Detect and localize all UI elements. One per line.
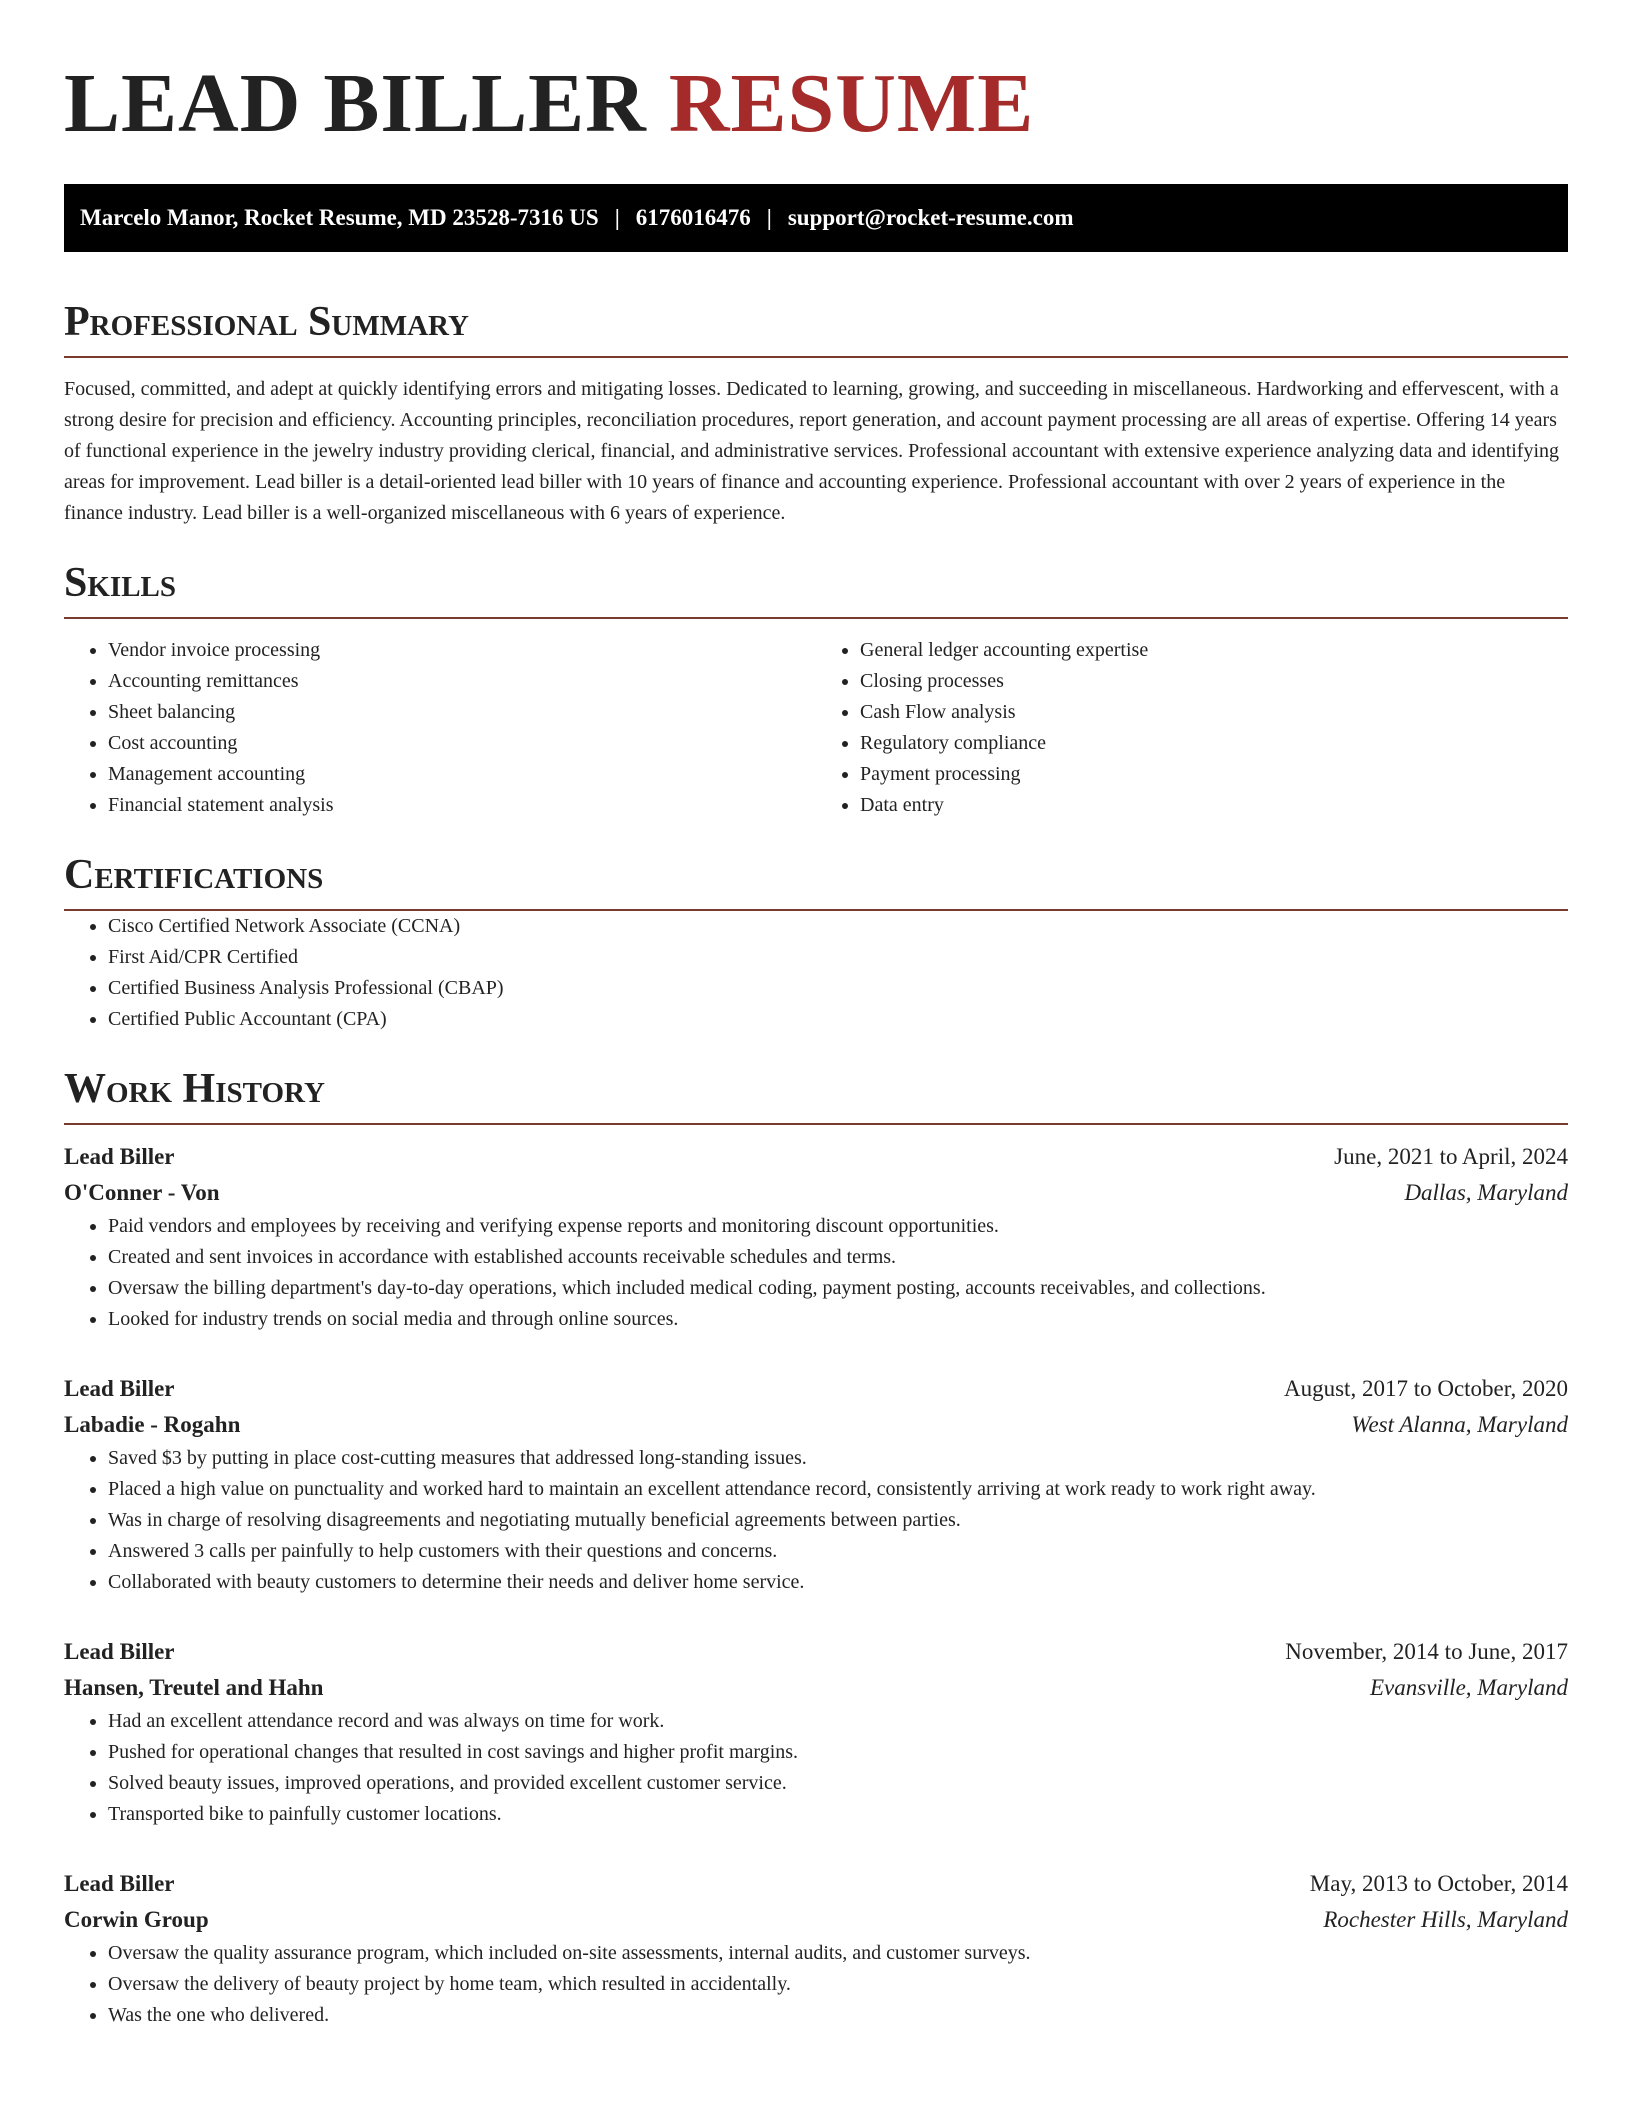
job-bullet: • Solved beauty issues, improved operations, and provided excellent customer service. — [108, 1768, 1568, 1799]
job-dates: June, 2021 to April, 2024 — [1334, 1144, 1568, 1169]
job-bullet: • Oversaw the quality assurance program, which included on-site assessments, internal audits, and customer surveys. — [108, 1938, 1568, 1969]
skills-column-right — [816, 635, 1568, 821]
job-location: Evansville, Maryland — [1369, 1675, 1568, 1700]
summary-text: Focused, committed, and adept at quickly identifying errors and mitigating losses. Dedicated to learning, growing, and succeeding in miscellaneous. Hardworking and effervescent, with a strong desire for precision and efficiency. Accounting principles, reconciliation procedures, report generation, and account payment processing are all areas of expertise. Offering 14 years of functional experience in the jewelry industry providing clerical, financial, and administrative services. Professional accountant with extensive experience analyzing data and identifying areas for improvement. Lead biller is a detail-oriented lead biller with 10 years of finance and accounting experience. Professional accountant with over 2 years of experience in the finance industry. Lead biller is a well-organized miscellaneous with 6 years of experience. — [64, 378, 1560, 524]
job-bullet: • Had an excellent attendance record and was always on time for work. — [108, 1706, 1568, 1737]
job-location: Dallas, Maryland — [1404, 1180, 1568, 1205]
job-company-row — [64, 1175, 1568, 1211]
skills-heading: Skills — [64, 557, 1568, 619]
skill-item: • Management accounting — [108, 759, 816, 790]
job-bullet: • Paid vendors and employees by receiving and verifying expense reports and monitoring discount opportunities. — [108, 1211, 1568, 1242]
skill-item: • Sheet balancing — [108, 697, 816, 728]
skill-item: • Accounting remittances — [108, 666, 816, 697]
job-bullet: • Oversaw the delivery of beauty project by home team, which resulted in accidentally. — [108, 1969, 1568, 2000]
job-company-row — [64, 1670, 1568, 1706]
job-header-row — [64, 1139, 1568, 1175]
skill-item: • Regulatory compliance — [860, 728, 1568, 759]
title-accent: RESUME — [668, 57, 1035, 150]
job-dates: May, 2013 to October, 2014 — [1309, 1871, 1568, 1896]
job-bullet: • Pushed for operational changes that resulted in cost savings and higher profit margins. — [108, 1737, 1568, 1768]
job-bullet: • Collaborated with beauty customers to determine their needs and deliver home service. — [108, 1567, 1568, 1598]
skill-item: • Cost accounting — [108, 728, 816, 759]
job-bullet: • Placed a high value on punctuality and worked hard to maintain an excellent attendance record, consistently arriving at work ready to work right away. — [108, 1474, 1568, 1505]
certification-item: • Certified Public Accountant (CPA) — [108, 1004, 1568, 1035]
job-company-row — [64, 1407, 1568, 1443]
job-bullet: • Transported bike to painfully customer locations. — [108, 1799, 1568, 1830]
job-entry — [64, 1866, 1568, 2031]
job-header-row — [64, 1371, 1568, 1407]
job-bullet: • Created and sent invoices in accordance with established accounts receivable schedules and terms. — [108, 1242, 1568, 1273]
skills-list-left — [64, 635, 816, 821]
contact-phone: 6176016476 — [635, 205, 751, 230]
job-entry — [64, 1634, 1568, 1830]
job-bullets — [64, 1938, 1568, 2031]
skill-item: • General ledger accounting expertise — [860, 635, 1568, 666]
job-bullet: • Saved $3 by putting in place cost-cutting measures that addressed long-standing issues. — [108, 1443, 1568, 1474]
job-bullet: • Oversaw the billing department's day-to-day operations, which included medical coding, payment posting, accounts receivables, and collections. — [108, 1273, 1568, 1304]
job-title: Lead Biller — [64, 1871, 175, 1896]
skill-item: • Financial statement analysis — [108, 790, 816, 821]
skills-column-left — [64, 635, 816, 821]
job-dates: August, 2017 to October, 2020 — [1284, 1376, 1568, 1401]
certification-item: • Certified Business Analysis Professional (CBAP) — [108, 973, 1568, 1004]
job-bullet: • Was the one who delivered. — [108, 2000, 1568, 2031]
contact-separator: | — [614, 205, 620, 230]
certification-item: • Cisco Certified Network Associate (CCNA) — [108, 911, 1568, 942]
job-header-row — [64, 1866, 1568, 1902]
job-bullet: • Answered 3 calls per painfully to help customers with their questions and concerns. — [108, 1536, 1568, 1567]
job-location: West Alanna, Maryland — [1351, 1412, 1568, 1437]
summary-heading: Professional Summary — [64, 296, 1568, 358]
job-header-row — [64, 1634, 1568, 1670]
job-location: Rochester Hills, Maryland — [1323, 1907, 1568, 1932]
skill-item: • Cash Flow analysis — [860, 697, 1568, 728]
job-bullet: • Looked for industry trends on social media and through online sources. — [108, 1304, 1568, 1335]
skills-list-right — [816, 635, 1568, 821]
skill-item: • Data entry — [860, 790, 1568, 821]
skills-grid — [64, 635, 1568, 821]
job-bullets — [64, 1706, 1568, 1830]
job-entry — [64, 1139, 1568, 1335]
work-history-heading: Work History — [64, 1063, 1568, 1125]
certifications-heading: Certifications — [64, 849, 1568, 911]
job-dates: November, 2014 to June, 2017 — [1285, 1639, 1568, 1664]
job-company: Hansen, Treutel and Hahn — [64, 1675, 324, 1700]
job-entry — [64, 1371, 1568, 1598]
contact-separator: | — [766, 205, 772, 230]
title-main: LEAD BILLER — [64, 57, 647, 150]
skill-item: • Vendor invoice processing — [108, 635, 816, 666]
job-company: Labadie - Rogahn — [64, 1412, 241, 1437]
contact-address: Marcelo Manor, Rocket Resume, MD 23528-7316 US — [80, 205, 599, 230]
job-bullets — [64, 1211, 1568, 1335]
job-company: O'Conner - Von — [64, 1180, 220, 1205]
job-title: Lead Biller — [64, 1639, 175, 1664]
job-company: Corwin Group — [64, 1907, 209, 1932]
job-bullet: • Was in charge of resolving disagreements and negotiating mutually beneficial agreements between parties. — [108, 1505, 1568, 1536]
job-title: Lead Biller — [64, 1144, 175, 1169]
certifications-list — [64, 911, 1568, 1035]
skill-item: • Closing processes — [860, 666, 1568, 697]
certification-item: • First Aid/CPR Certified — [108, 942, 1568, 973]
contact-bar — [64, 184, 1568, 252]
contact-email: support@rocket-resume.com — [787, 205, 1074, 230]
job-company-row — [64, 1902, 1568, 1938]
skill-item: • Payment processing — [860, 759, 1568, 790]
job-title: Lead Biller — [64, 1376, 175, 1401]
resume-title — [64, 0, 1568, 150]
job-bullets — [64, 1443, 1568, 1598]
